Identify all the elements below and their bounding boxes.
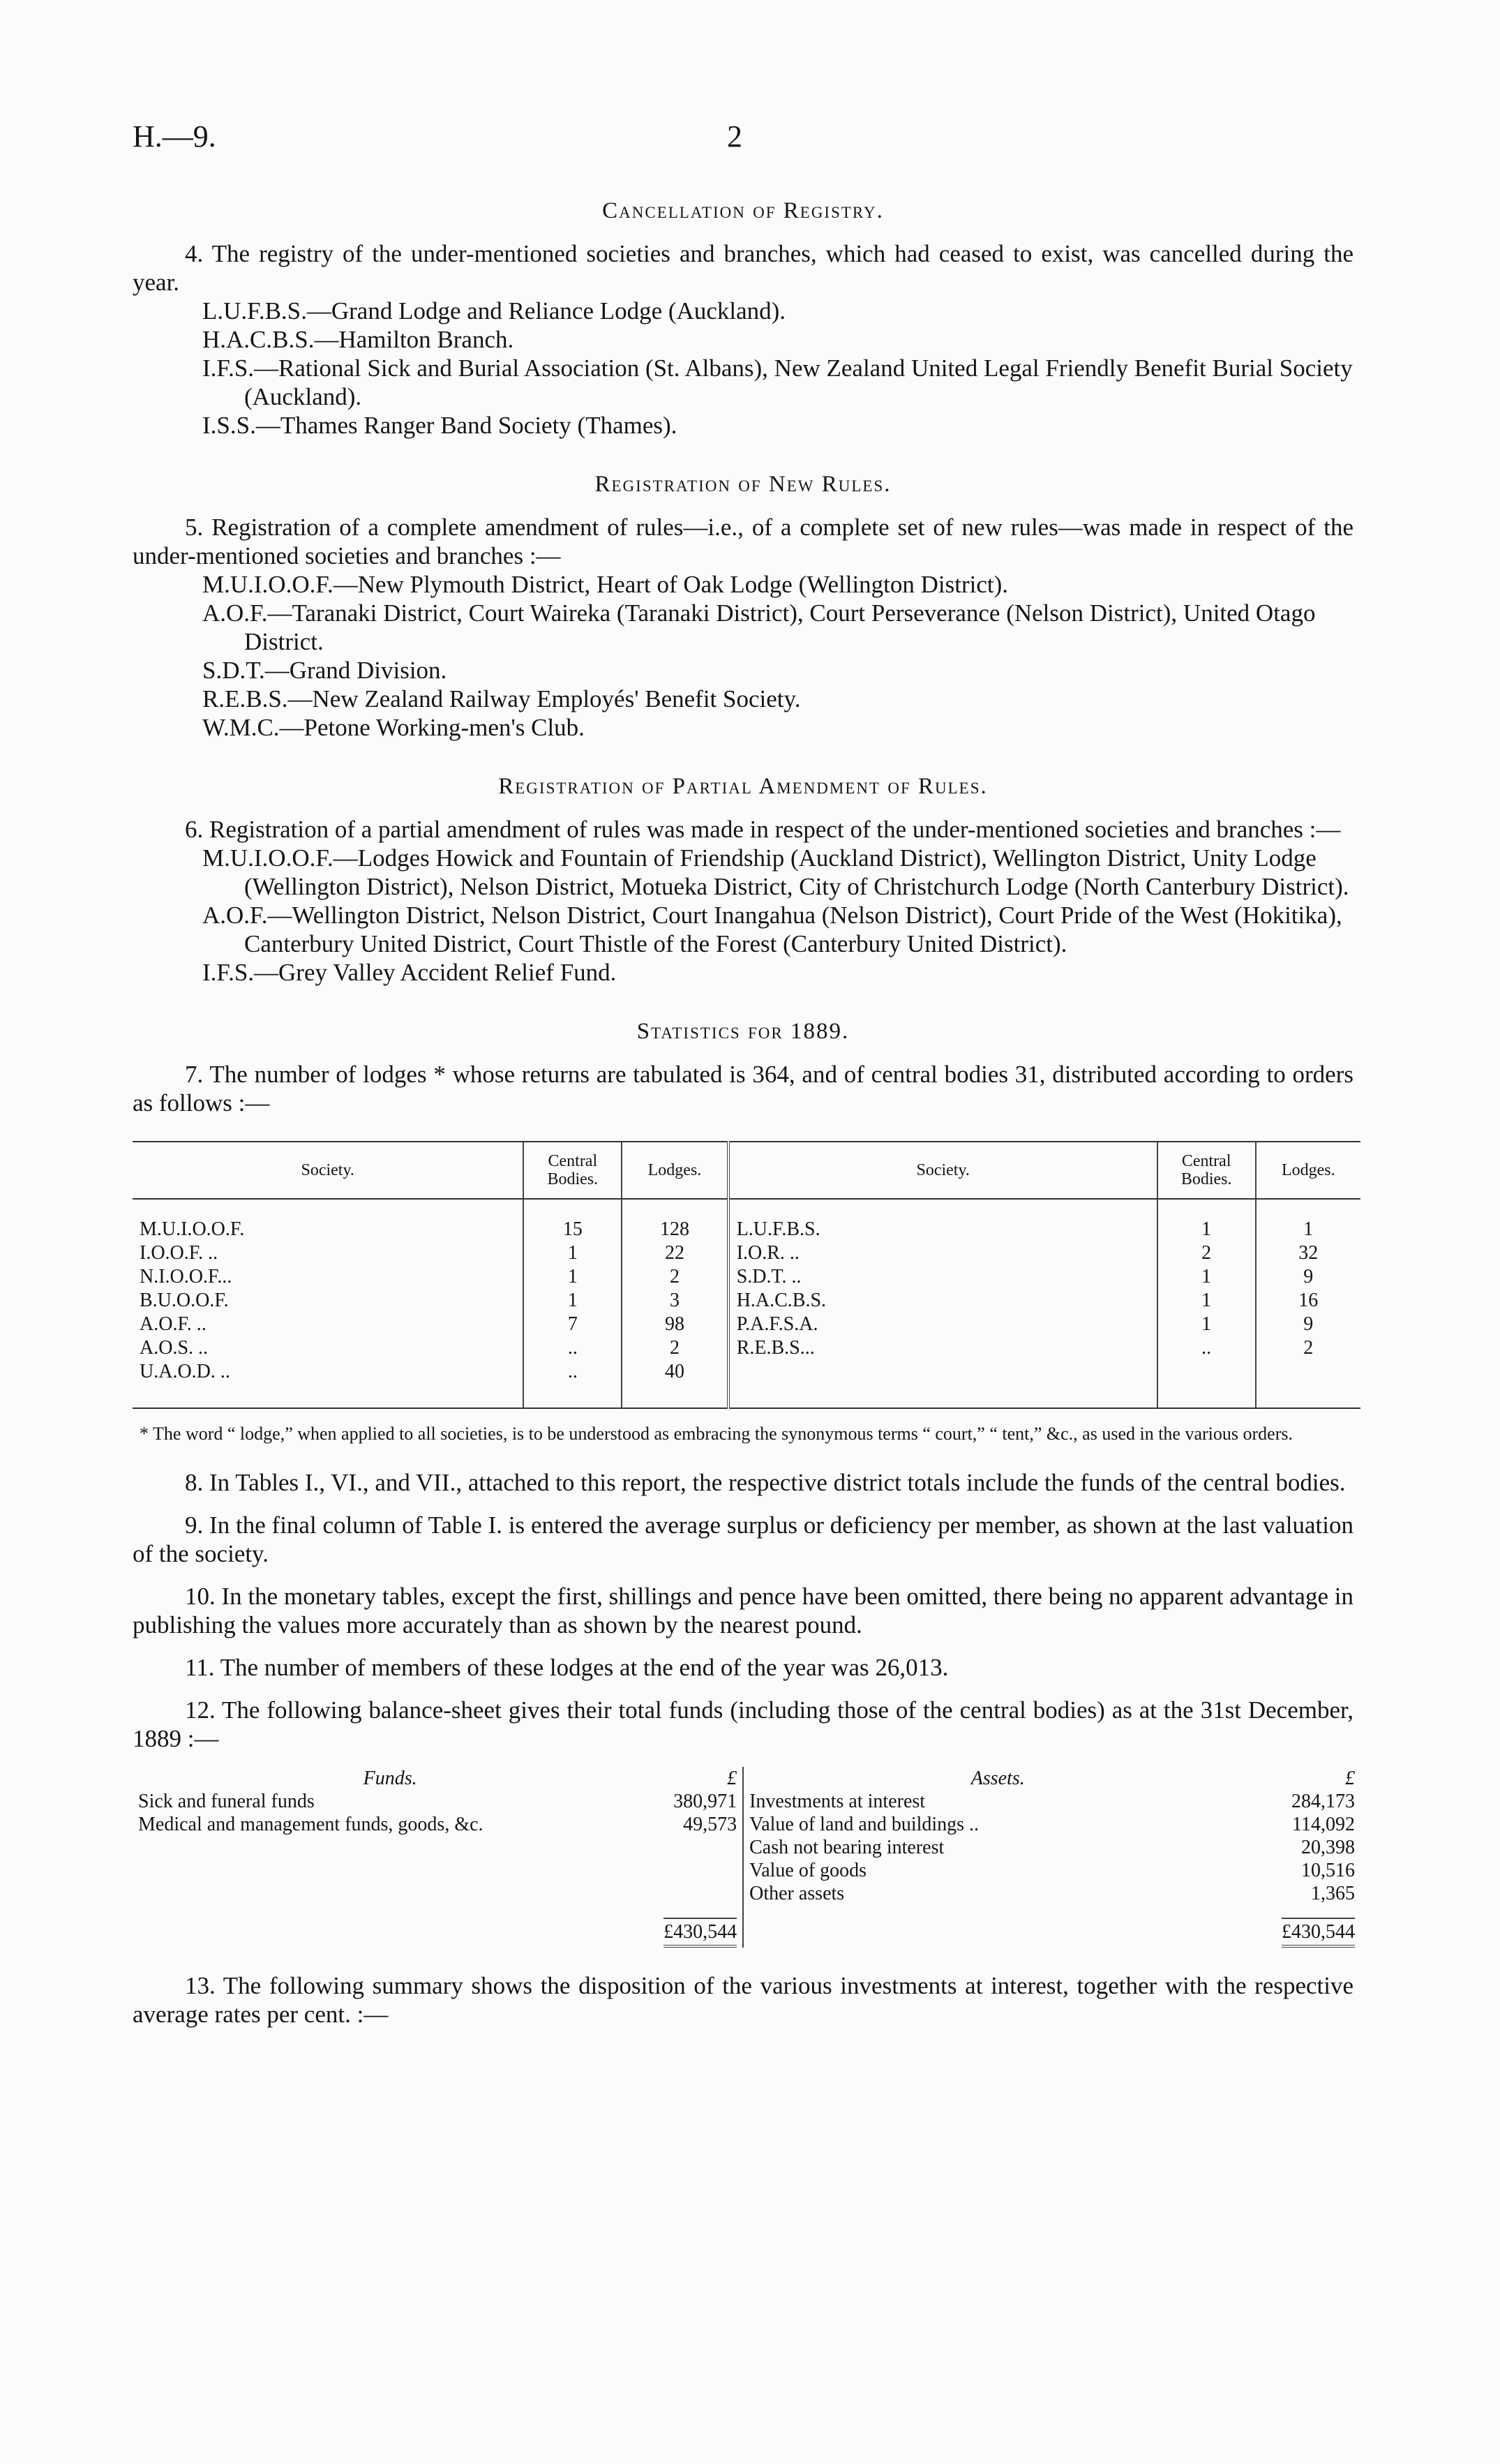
lodges-cell: 2 [622,1336,728,1360]
society-cell: A.O.S. .. [140,1337,209,1359]
heading-new-rules: Registration of New Rules. [594,472,892,497]
funds-label: Sick and funeral funds [138,1791,315,1812]
main-text [133,197,1353,2029]
table-row [133,1813,1360,1836]
lodges-cell: 2 [622,1265,728,1289]
assets-amount: 20,398 [1301,1837,1355,1858]
lodges-cell: 22 [622,1241,728,1265]
lodges-cell: 1 [1256,1218,1360,1241]
society-cell: R.E.B.S... [728,1336,1157,1360]
central-cell: 1 [1157,1218,1256,1241]
col-lodges: Lodges. [1256,1142,1360,1199]
page-number: 2 [727,119,742,154]
table-row [133,1265,1360,1289]
heading-statistics: Statistics for 1889. [636,1019,850,1044]
table-row [133,1859,1360,1882]
table-row [133,1836,1360,1859]
lodges-cell: 2 [1256,1336,1360,1360]
central-cell: 1 [1157,1313,1256,1336]
society-cell: B.U.O.O.F. [140,1290,229,1311]
society-cell: M.U.I.O.O.F. [140,1218,245,1240]
table-row [133,1336,1360,1360]
list-item: A.O.F.—Wellington District, Nelson District, Court Inangahua (Nelson District), Court Pride of the West (Hokitika), Canterbury United District, Court Thistle of the Forest (Canterbury United District). [202,902,1342,957]
currency-symbol: £ [1345,1768,1355,1789]
assets-label: Other assets [743,1882,1252,1905]
lodges-table [133,1141,1360,1409]
para-12: 12. The following balance-sheet gives their total funds (including those of the central bodies) as at the 31st December, 1889 :— [133,1696,1353,1752]
footnote: * The word “ lodge,” when applied to all societies, is to be understood as embracing the synonymous terms “ court,” “ tent,” &c., as used in the various orders. [140,1424,1293,1444]
society-cell: L.U.F.B.S. [728,1218,1157,1241]
table-row [133,1241,1360,1265]
funds-heading: Funds. [363,1768,417,1789]
list-item: S.D.T.—Grand Division. [202,657,447,684]
assets-amount: 114,092 [1292,1814,1355,1835]
funds-amount: 49,573 [683,1814,737,1835]
society-cell: I.O.O.F. .. [140,1242,218,1264]
para-10: 10. In the monetary tables, except the first, shillings and pence have been omitted, there being no apparent advantage in publishing the values more accurately than as shown by the nearest pound. [133,1583,1353,1638]
society-cell: S.D.T. .. [728,1265,1157,1289]
lodges-cell: 16 [1256,1289,1360,1313]
para-6: 6. Registration of a partial amendment of rules was made in respect of the under-mentioned societies and branches :— [185,816,1341,843]
list-item: H.A.C.B.S.—Hamilton Branch. [202,326,514,353]
table-row [133,1790,1360,1813]
table-row [133,1313,1360,1336]
central-cell: .. [523,1360,622,1384]
col-central: Central Bodies. [1157,1142,1256,1199]
para-8: 8. In Tables I., VI., and VII., attached to this report, the respective district totals include the funds of the central bodies. [185,1469,1346,1496]
list-item: M.U.I.O.O.F.—New Plymouth District, Heart of Oak Lodge (Wellington District). [202,571,1009,598]
para-11: 11. The number of members of these lodges at the end of the year was 26,013. [185,1654,949,1681]
col-central: Central Bodies. [523,1142,622,1199]
funds-amount: 380,971 [673,1791,737,1812]
lodges-cell: 9 [1256,1265,1360,1289]
society-cell: P.A.F.S.A. [728,1313,1157,1336]
assets-label: Cash not bearing interest [743,1836,1252,1859]
table-row [133,1882,1360,1905]
list-item: I.F.S.—Rational Sick and Burial Association (St. Albans), New Zealand United Legal Friendly Benefit Burial Society (Auckland). [202,354,1353,410]
list-item: I.S.S.—Thames Ranger Band Society (Thames). [202,412,677,439]
table-row [133,1289,1360,1313]
central-cell: 1 [1157,1289,1256,1313]
header-reference: H.—9. [133,119,216,154]
assets-amount: 284,173 [1291,1791,1355,1812]
assets-label: Value of goods [743,1859,1252,1882]
lodges-cell: 9 [1256,1313,1360,1336]
assets-amount: 1,365 [1311,1883,1355,1904]
para-9: 9. In the final column of Table I. is entered the average surplus or deficiency per member, as shown at the last valuation of the society. [133,1511,1353,1567]
para-13: 13. The following summary shows the disposition of the various investments at interest, together with the respective average rates per cent. :— [133,1972,1353,2028]
society-cell: A.O.F. .. [140,1313,207,1335]
list-item: L.U.F.B.S.—Grand Lodge and Reliance Lodge (Auckland). [202,297,786,324]
table-row [133,1360,1360,1384]
society-cell: H.A.C.B.S. [728,1289,1157,1313]
lodges-cell: 98 [622,1313,728,1336]
central-cell: 1 [1157,1265,1256,1289]
table-row [133,1218,1360,1241]
list-item: W.M.C.—Petone Working-men's Club. [202,714,585,741]
central-cell: .. [1157,1336,1256,1360]
central-cell: 1 [523,1241,622,1265]
para-5: 5. Registration of a complete amendment of rules—i.e., of a complete set of new rules—was made in respect of the under-mentioned societies and branches :— [133,514,1353,569]
assets-label: Value of land and buildings .. [743,1813,1252,1836]
col-society: Society. [133,1142,523,1199]
lodges-cell: 40 [622,1360,728,1384]
para-7: 7. The number of lodges * whose returns are tabulated is 364, and of central bodies 31, distributed according to orders as follows :— [133,1061,1353,1117]
currency-symbol: £ [727,1768,737,1789]
col-lodges: Lodges. [622,1142,728,1199]
lodges-cell: 3 [622,1289,728,1313]
lodges-cell: 32 [1256,1241,1360,1265]
totals-row [133,1905,1360,1948]
list-item: A.O.F.—Taranaki District, Court Waireka (Taranaki District), Court Perseverance (Nelson District), United Otago District. [202,599,1316,655]
society-cell: U.A.O.D. .. [140,1361,230,1382]
central-cell: 1 [523,1289,622,1313]
assets-label: Investments at interest [743,1790,1252,1813]
list-item: R.E.B.S.—New Zealand Railway Employés' Benefit Society. [202,685,801,712]
heading-cancellation: Cancellation of Registry. [602,198,884,223]
society-cell: N.I.O.O.F... [140,1266,232,1287]
funds-total: £430,544 [663,1918,737,1948]
assets-heading: Assets. [743,1767,1252,1790]
assets-amount: 10,516 [1301,1860,1355,1881]
heading-partial-amendment: Registration of Partial Amendment of Rules. [498,774,988,799]
balance-sheet [133,1767,1360,1948]
lodges-cell: 128 [622,1218,728,1241]
society-cell: I.O.R. .. [728,1241,1157,1265]
central-cell: .. [523,1336,622,1360]
central-cell: 15 [523,1218,622,1241]
col-society: Society. [728,1142,1157,1199]
funds-label: Medical and management funds, goods, &c. [138,1814,483,1835]
central-cell: 2 [1157,1241,1256,1265]
list-item: M.U.I.O.O.F.—Lodges Howick and Fountain of Friendship (Auckland District), Wellington District, Unity Lodge (Wellington District), Nelson District, Motueka District, City of Christchurch Lodge (North Canterbury District). [202,844,1349,900]
assets-total: £430,544 [1282,1918,1355,1948]
central-cell: 7 [523,1313,622,1336]
para-4: 4. The registry of the under-mentioned societies and branches, which had ceased to exist, was cancelled during the year. [133,240,1353,296]
list-item: I.F.S.—Grey Valley Accident Relief Fund. [202,959,617,986]
central-cell: 1 [523,1265,622,1289]
